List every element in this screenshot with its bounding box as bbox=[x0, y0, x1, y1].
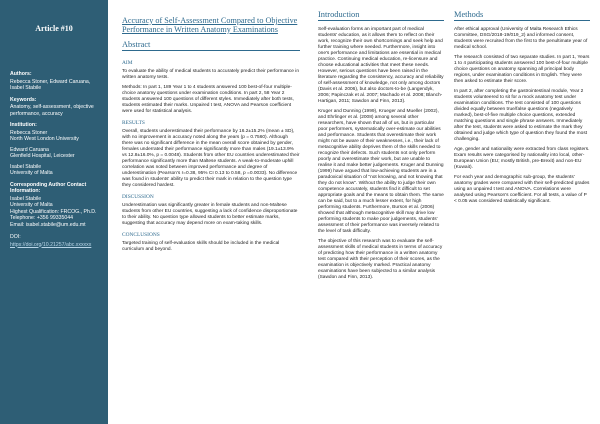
introduction-heading: Introduction bbox=[318, 12, 444, 21]
doi-label: DOI: bbox=[10, 234, 21, 240]
results-text: Overall, students underestimated their performance by 16.2±15.2% (mean ± SD), with no improvement in accuracy noted along the years (p = 0.7560). Although there was no significant difference in the mean overall score obtained by gender, females underrated their performance significantly more than males (19.1±13.9% vs 12.8±16.0%, p = 0.0048). Students from other EU countries underestimated their performance significantly more than Maltese students. A weak-to-moderate uphill correlation was noted between improved performance and degree of underestimation (Pearson's r=0.38, 95% CI 0.13 to 0.58, p =0.0033). No difference was found in students' ability to predict their mark in relation to the question type they considered hardest. bbox=[122, 129, 300, 189]
aim-heading: AIM bbox=[122, 60, 133, 67]
methods-paragraph-5: For each year and demographic sub-group, the students' anatomy grades were compared with their self-predicted grades using an unpaired t test and ANOVA. Correlations were analysed using Pearson's coefficient. For all tests, a value of P < 0.05 was considered statistically significant. bbox=[454, 175, 590, 204]
abstract-heading: Abstract bbox=[122, 40, 151, 50]
corresponding-heading: Corresponding Author Contact Information: bbox=[10, 181, 87, 194]
methods-column bbox=[454, 12, 590, 209]
corresponding-text: Isabel Stabile University of Malta Highest Qualification: FRCOG., Ph.D. Telephone: +356 99335044 Email: isabel.stabile@um.edu.mt bbox=[10, 195, 97, 228]
keywords-text: Anatomy, self-assessment, objective performance, accuracy bbox=[10, 104, 94, 117]
methods-text: Methods: In part 1, 189 Year 1 to 4 students answered 100 best-of-four multiple-choice anatomy questions under examination conditions. In part 2, 58 Year 2 students answered 100 questions of different styles. Immediately after both tests, students estimated their marks. Unpaired t test, ANOVA and Pearson coefficient were used for statistical analysis. bbox=[122, 85, 294, 115]
methods-paragraph-2: The research consisted of two separate studies. In part 1, Years 1 to 4 participating students answered 100 best-of-four multiple choice questions on anatomy spanning all principal body regions, under examination conditions in English. They were then asked to estimate their score. bbox=[454, 55, 590, 84]
abstract-column bbox=[122, 12, 300, 257]
methods-paragraph-1: After ethical approval (University of Malta Research Ethics Committee, DSG/2018-19/019_2) and informed consent, students were recruited from the first to the penultimate year of medical school. bbox=[454, 27, 588, 50]
abstract-rule bbox=[122, 50, 300, 51]
discussion-heading: DISCUSSION bbox=[122, 194, 154, 201]
discussion-text: Underestimation was significantly greater in female students and non-Maltese students from other EU countries, suggesting a lack of confidence disproportionate to their ability. No question type allowed students to better estimate marks, suggesting that accuracy may depend more on exam-taking skills. bbox=[122, 203, 298, 227]
conclusions-heading: CONCLUSIONS bbox=[122, 232, 160, 239]
article-label: Article #10 bbox=[35, 24, 73, 33]
intro-paragraph-1: Self-evaluation forms an important part of medical students' education, as it allows them to reflect on their work, recognize their own shortcomings and seek help and further training where needed. Furthermore, insight into one's performance and limitations are essential in medical practice. Continuing medical education, re-licensure and choose educational activities that meet these needs. However, serious questions have been raised in the literature regarding the consistency, accuracy and reliability of self-assessment of knowledge, not only among doctors (Davis et al. 2006), but also doctors-to-be (Langendyk, 2006; Papinczak et al. 2007; Machado et al. 2008; Blanch-Hartigan, 2011; Sawdon and Finn, 2013). bbox=[318, 27, 444, 104]
intro-paragraph-3: The objective of this research was to evaluate the self-assessment skills of medical students in terms of accuracy of predicting how their performance in a written anatomy test compared with their perception of their scores, as the examination is objectively marked. Practical anatomy examinations have been subjected to a similar analysis (Sawdon and Finn, 2013). bbox=[318, 239, 443, 280]
institution-1: Rebecca Stoner North West London University bbox=[10, 129, 79, 142]
authors-heading: Authors: bbox=[10, 71, 32, 77]
conclusions-text: Targeted training of self-evaluation skills should be included in the medical curriculum and beyond. bbox=[122, 241, 280, 253]
aim-text: To evaluate the ability of medical students to accurately predict their performance in written anatomy tests. bbox=[122, 69, 300, 81]
methods-paragraph-4: Age, gender and nationality were extracted from class registers. Exam results were categorised by nationality into local, other-European Union (EU; mostly British, pre-Brexit) and non-EU (Kuwait). bbox=[454, 147, 590, 170]
methods-heading: Methods bbox=[454, 12, 590, 21]
institution-2: Edward Caruana Glenfield Hospital, Leicester bbox=[10, 146, 75, 159]
institution-heading: Institution: bbox=[10, 122, 37, 128]
doi-link[interactable]: https://doi.org/10.21257/abc.xxxxxx bbox=[10, 241, 92, 248]
authors-text: Rebecca Stoner, Edward Caruana, Isabel Stabile bbox=[10, 78, 91, 91]
introduction-column bbox=[318, 12, 444, 285]
intro-paragraph-2: Kruger and Dunning (1999), Krueger and Mueller (2002), and Ehrlinger et al. (2008) among several other researchers, have shown that all of us, but in particular poor performers, systematically over-estimate our abilities and performance. Students that overestimate their work might not be aware of their weaknesses, i.e., their lack of metacognitive ability deprives them of the skills needed to recognize their defects. Such students not only perform poorly and overestimate their work, but are unable to realise it and make better judgements. Kruger and Dunning (1999) have argued that low-achieving students are in a paradoxical situation of "not knowing, and not knowing that they do not know". Without the ability to judge their own competence accurately, students find it difficult to set appropriate goals and the means to obtain them. The same can be said, but to a much lesser extent, for high performing students. Furthermore, Burson et al. (2006) showed that although metacognitive skill may drive low performing students to make poor judgements, students' assessment of their performance was inversely related to the level of task difficulty. bbox=[318, 109, 444, 234]
keywords-heading: Keywords: bbox=[10, 96, 37, 103]
methods-paragraph-3: In part 2, after completing the gastrointestinal module, Year 2 students volunteered to sit for a mock anatomy test under examination conditions. The test consisted of 100 questions divided equally between true/false questions (negatively marked), best-of-five multiple choice questions, extended matching questions and single phrase answers. Immediately after the test, students were asked to estimate the mark they obtained and judge which type of question they found the most challenging. bbox=[454, 89, 588, 142]
paper-title: Accuracy of Self-Assessment Compared to Objective Performance in Written Anatomy Examinations bbox=[122, 16, 298, 34]
results-heading: RESULTS bbox=[122, 120, 145, 127]
institution-3: Isabel Stabile University of Malta bbox=[10, 163, 53, 176]
sidebar-body bbox=[10, 66, 102, 248]
sidebar bbox=[0, 0, 108, 424]
